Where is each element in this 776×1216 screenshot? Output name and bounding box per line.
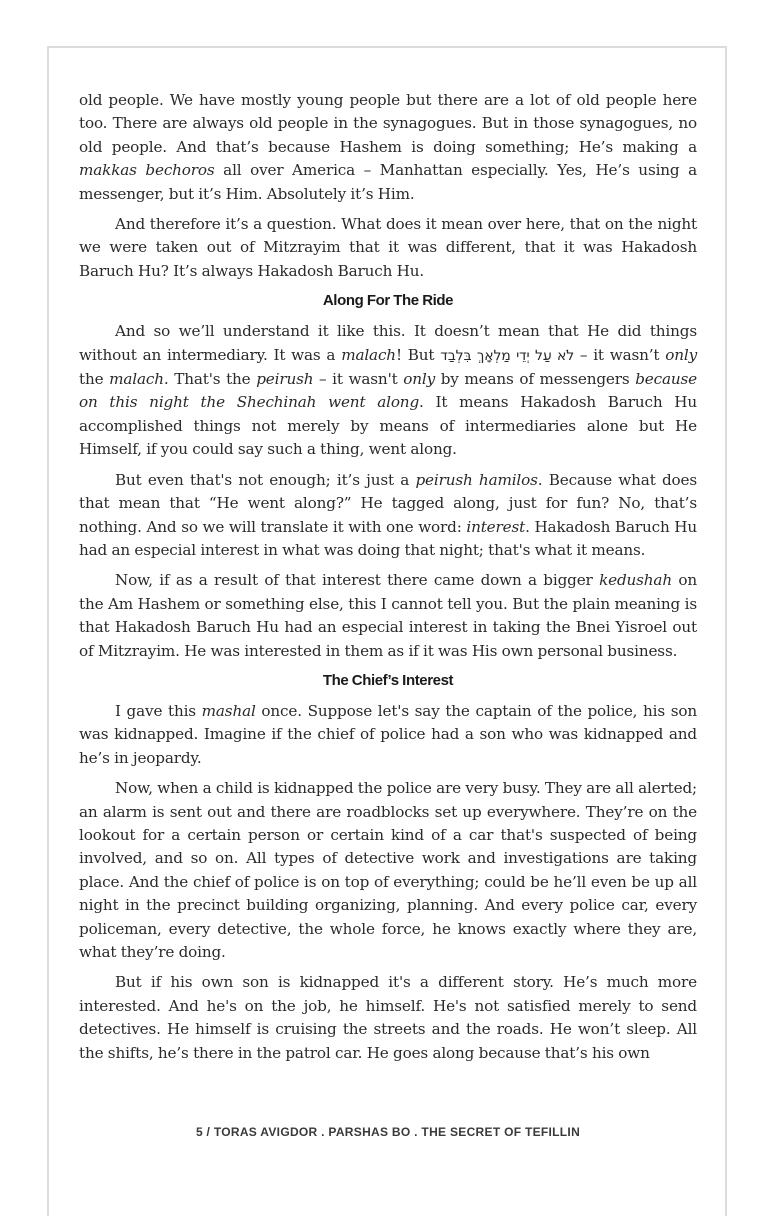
text-run: Now, if as a result of that interest there came down a bigger (115, 571, 600, 590)
text-run: I gave this (115, 701, 202, 720)
italic-term: only (403, 370, 436, 389)
text-run: Now, when a child is kidnapped the police are very busy. They are all alerted; an alarm is sent out and there are roadblocks set up everywhere. They’re on the lookout for a certain person or certain kind of a car that's suspected of being involved, and so on. All types of detective work and investigations are taking place. And the chief of police is on top of everything; could be he’ll even be up all night in the precinct building organizing, planning. And every police car, every policeman, every detective, the whole force, he knows exactly where they are, what they’re doing. (79, 779, 697, 961)
body-paragraph (79, 700, 697, 770)
italic-term: only (665, 345, 697, 364)
italic-term: because on this night the Shechinah went along (79, 370, 698, 412)
body-paragraph (79, 569, 697, 663)
text-run: by means of messengers (435, 370, 636, 389)
body-paragraph (79, 469, 697, 563)
section-heading: Along For The Ride (322, 292, 454, 310)
italic-term: mashal (201, 701, 256, 720)
text-run: But if his own son is kidnapped it's a different story. He’s much more interested. And he's on the job, he himself. He's not satisfied merely to send detectives. He himself is cruising the streets and the roads. He won’t sleep. All the shifts, he’s there in the patrol car. He goes along because that’s his own (79, 973, 697, 1062)
text-run: And so we’ll understand it like this. It doesn’t mean that He did things without an intermediary. It was a (79, 322, 697, 364)
italic-term: malach (109, 370, 164, 389)
body-paragraph (79, 320, 697, 461)
italic-term: interest (466, 517, 526, 536)
italic-term: kedushah (599, 571, 672, 590)
text-run: ! But (395, 345, 441, 364)
text-run: . Hakadosh Baruch Hu had an especial interest in what was doing that night; that's what it means. (79, 517, 697, 559)
text-run: once. Suppose let's say the captain of the police, his son was kidnapped. Imagine if the chief of police had a son who was kidnapped and he’s in jeopardy. (79, 701, 697, 767)
text-run: on the Am Hashem or something else, this I cannot tell you. But the plain meaning is that Hakadosh Baruch Hu had an especial interest in taking the Bnei Yisroel out of Mitzrayim. He was interested in them as if it was His own personal business. (79, 571, 697, 660)
page-body (79, 89, 697, 1072)
running-footer: 5 / TORAS AVIGDOR . PARSHAS BO . THE SECRET OF TEFILLIN (195, 1125, 581, 1139)
body-paragraph (79, 971, 697, 1065)
italic-term: peirush hamilos (415, 470, 538, 489)
text-run: old people. We have mostly young people but there are a lot of old people here too. There are always old people in the synagogues. But in those synagogues, no old people. And that’s because Hashem is doing something; He’s making a (79, 91, 697, 156)
text-run: . It means Hakadosh Baruch Hu accomplished things not merely by means of intermediaries alone but He Himself, if you could say such a thing, went along. (79, 393, 697, 459)
text-run: – it wasn't (313, 370, 404, 389)
text-run: And therefore it’s a question. What does it mean over here, that on the night we were taken out of Mitzrayim that it was different, that it was Hakadosh Baruch Hu? It’s always Hakadosh Baruch Hu. (79, 215, 697, 280)
text-run: – it wasn’t (574, 345, 666, 364)
text-run: the (79, 370, 110, 389)
text-run: . Because what does that mean that “He went along?” He tagged along, just for fun? No, that’s nothing. And so we will translate it with one word: (79, 470, 698, 536)
italic-term: makkas bechoros (79, 161, 215, 180)
text-run: all over America – Manhattan especially. Yes, He’s using a messenger, but it’s Him. Absolutely it’s Him. (79, 161, 697, 203)
body-paragraph (79, 777, 697, 964)
section-heading: The Chief’s Interest (322, 671, 454, 689)
hebrew-quote: לֹא עַל יְדֵי מַלְאָךְ בִּלְבַד (440, 347, 575, 364)
text-run: But even that's not enough; it’s just a (115, 470, 416, 489)
italic-term: malach (341, 345, 396, 364)
body-paragraph (79, 213, 697, 283)
text-run: . That's the (163, 370, 257, 389)
italic-term: peirush (256, 370, 314, 389)
body-paragraph (79, 89, 697, 206)
